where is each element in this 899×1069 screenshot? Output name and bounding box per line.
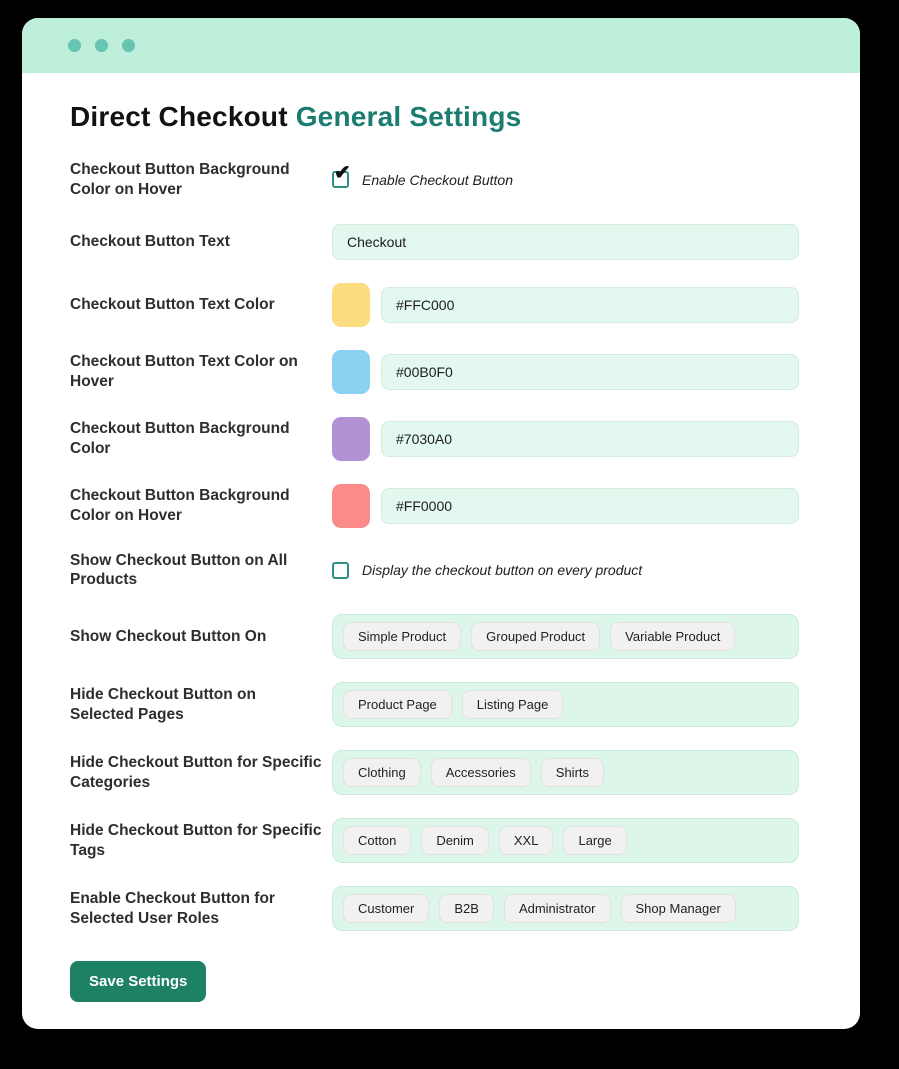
color-swatch[interactable] <box>332 417 370 461</box>
settings-row <box>70 417 812 461</box>
chips-field[interactable] <box>332 750 799 795</box>
row-control <box>332 682 799 727</box>
chips-field[interactable] <box>332 682 799 727</box>
row-control <box>332 350 799 394</box>
settings-content <box>22 73 860 1002</box>
page-title-primary: Direct Checkout <box>70 101 288 132</box>
window-dot-icon <box>68 39 81 52</box>
settings-form <box>70 160 812 931</box>
color-swatch[interactable] <box>332 283 370 327</box>
settings-row <box>70 886 812 931</box>
row-label: Enable Checkout Button for Selected User Roles <box>70 889 275 927</box>
chips-field[interactable] <box>332 886 799 931</box>
settings-row <box>70 350 812 394</box>
settings-row <box>70 283 812 327</box>
color-swatch[interactable] <box>332 350 370 394</box>
row-control <box>332 224 799 260</box>
row-control <box>332 750 799 795</box>
checkbox-label: Enable Checkout Button <box>362 171 513 188</box>
chip[interactable]: Denim <box>421 826 489 855</box>
save-settings-button[interactable]: Save Settings <box>70 961 206 1002</box>
chip[interactable]: Clothing <box>343 758 421 787</box>
color-swatch[interactable] <box>332 484 370 528</box>
chip[interactable]: Large <box>563 826 626 855</box>
row-label: Checkout Button Text Color <box>70 295 275 313</box>
checkbox-label: Display the checkout button on every product <box>362 562 643 579</box>
row-label: Checkout Button Background Color <box>70 419 290 457</box>
color-hex-input[interactable]: #00B0F0 <box>381 354 799 390</box>
row-control <box>332 162 799 188</box>
chip[interactable]: Grouped Product <box>471 622 600 651</box>
chip[interactable]: Shop Manager <box>621 894 736 923</box>
settings-row <box>70 224 812 260</box>
settings-row <box>70 484 812 528</box>
row-label: Checkout Button Background Color on Hover <box>70 161 290 198</box>
chip[interactable]: Cotton <box>343 826 411 855</box>
settings-row <box>70 160 812 200</box>
chip[interactable]: Listing Page <box>462 690 564 719</box>
chip[interactable]: B2B <box>439 894 494 923</box>
row-label: Hide Checkout Button for Specific Tags <box>70 821 322 859</box>
row-label: Checkout Button Text <box>70 232 230 250</box>
page-title <box>70 101 812 133</box>
checkbox[interactable] <box>332 162 351 188</box>
text-input[interactable]: Checkout <box>332 224 799 260</box>
row-control <box>332 417 799 461</box>
row-control <box>332 614 799 659</box>
color-hex-input[interactable]: #7030A0 <box>381 421 799 457</box>
row-label: Hide Checkout Button for Specific Categories <box>70 753 322 791</box>
row-control <box>332 562 799 579</box>
chip[interactable]: Shirts <box>541 758 604 787</box>
settings-row <box>70 614 812 659</box>
chip[interactable]: Variable Product <box>610 622 735 651</box>
chip[interactable]: XXL <box>499 826 554 855</box>
settings-row <box>70 750 812 795</box>
chip[interactable]: Simple Product <box>343 622 461 651</box>
chip[interactable]: Product Page <box>343 690 452 719</box>
row-label: Checkout Button Background Color on Hover <box>70 486 290 524</box>
chips-field[interactable] <box>332 818 799 863</box>
window-titlebar <box>22 18 860 73</box>
settings-row <box>70 551 812 591</box>
settings-row <box>70 818 812 863</box>
row-control <box>332 283 799 327</box>
settings-row <box>70 682 812 727</box>
row-label: Show Checkout Button on All Products <box>70 551 288 589</box>
checkbox[interactable] <box>332 562 349 579</box>
row-control <box>332 484 799 528</box>
window-dot-icon <box>122 39 135 52</box>
checkmark-icon: ✔ <box>334 162 351 185</box>
chip[interactable]: Customer <box>343 894 429 923</box>
window-dot-icon <box>95 39 108 52</box>
settings-window <box>22 18 860 1029</box>
color-hex-input[interactable]: #FFC000 <box>381 287 799 323</box>
color-hex-input[interactable]: #FF0000 <box>381 488 799 524</box>
chips-field[interactable] <box>332 614 799 659</box>
row-label: Checkout Button Text Color on Hover <box>70 352 298 390</box>
row-control <box>332 886 799 931</box>
chip[interactable]: Accessories <box>431 758 531 787</box>
row-label: Show Checkout Button On <box>70 627 267 645</box>
chip[interactable]: Administrator <box>504 894 611 923</box>
page-title-accent: General Settings <box>295 101 522 132</box>
row-control <box>332 818 799 863</box>
row-label: Hide Checkout Button on Selected Pages <box>70 685 256 723</box>
